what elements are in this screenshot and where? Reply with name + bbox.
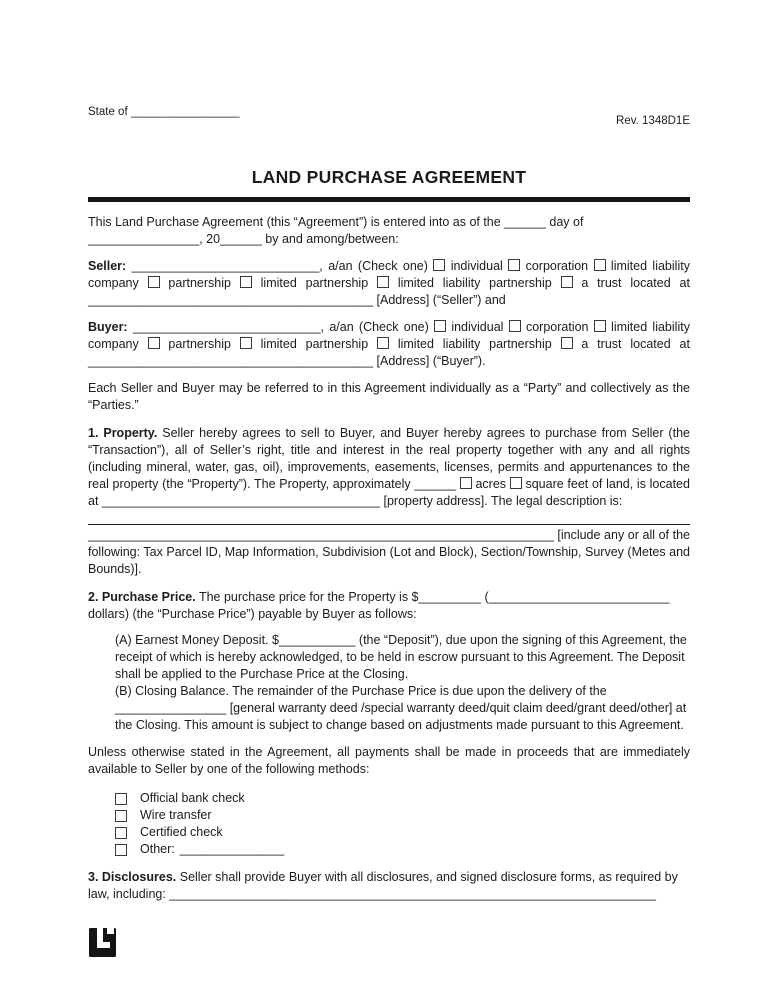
seller-address-blank[interactable]: _________________________________________ [88,293,374,307]
payment-method-label-certified-check: Certified check [140,825,223,839]
buyer-name-blank[interactable]: ___________________________, [132,320,325,334]
page-title: LAND PURCHASE AGREEMENT [251,167,527,187]
state-of-line [88,105,240,120]
section1-heading: 1. Property. [88,426,158,440]
buyer-checkbox-limited-liability-company[interactable] [594,320,606,332]
state-of-label: State of [88,106,128,118]
payment-method-label-official-bank-check: Official bank check [140,791,245,805]
checkbox-other[interactable] [115,844,127,856]
buyer-checkbox-a-trust[interactable] [561,337,573,349]
buyer-option-a-trust: a trust [581,337,622,351]
intro-paragraph: This Land Purchase Agreement (this “Agreement”) is entered into as of the ______ day of ________________, 20______ by and among/between: [88,215,584,246]
section2-heading: 2. Purchase Price. [88,590,196,604]
buyer-option-partnership: partnership [168,337,231,351]
payment-method-label-other: Other: [140,842,175,856]
checkbox-certified-check[interactable] [115,827,127,839]
buyer-paragraph [88,319,690,370]
payment-method-row-other [115,841,690,858]
buyer-option-limited-liability-company: limited liability company [88,320,690,351]
payment-method-row-official-bank-check [115,790,690,807]
seller-located-at-text: located at [630,276,690,290]
buyer-checkbox-partnership[interactable] [148,337,160,349]
seller-option-individual: individual [450,259,503,273]
legal-description-paragraph [88,527,690,578]
revision-number: Rev. 1348D1E [616,115,690,127]
parties-paragraph: Each Seller and Buyer may be referred to in this Agreement individually as a “Party” and collectively as the “Parties.” [88,381,690,412]
state-of-blank[interactable]: _________________ [130,106,240,118]
seller-label: Seller: [88,259,127,273]
buyer-located-at-text: located at [630,337,690,351]
seller-checkbox-a-trust[interactable] [561,276,573,288]
title-divider [88,197,690,202]
buyer-option-limited-partnership: limited partnership [260,337,369,351]
square-feet-label: square feet of land, is located at [88,477,690,508]
seller-checkbox-individual[interactable] [433,259,445,271]
seller-address-suffix: [Address] (“Seller”) and [376,293,506,307]
seller-option-corporation: corporation [525,259,589,273]
seller-name-blank[interactable]: ___________________________, [131,259,323,273]
buyer-checkbox-individual[interactable] [434,320,446,332]
payment-methods-intro-paragraph: Unless otherwise stated in the Agreement, all payments shall be made in proceeds that are immediately available to Seller by one of the following methods: [88,745,690,776]
checkbox-wire-transfer[interactable] [115,810,127,822]
closing-balance-paragraph: (B) Closing Balance. The remainder of the Purchase Price is due upon the delivery of the ________________ [general warranty deed /special warranty deed/quit claim deed/grant deed/other] at the Closing. This amount is subject to change based on adjustments made pursuant to this Agreement. [115,684,687,732]
payment-method-row-wire-transfer [115,807,690,824]
checkbox-acres[interactable] [460,477,472,489]
acres-label: acres [475,477,507,491]
seller-checkbox-corporation[interactable] [508,259,520,271]
buyer-checkbox-limited-partnership[interactable] [240,337,252,349]
earnest-money-deposit-paragraph: (A) Earnest Money Deposit. $___________ (the “Deposit”), due upon the signing of this Agreement, the receipt of which is hereby acknowledged, to be held in escrow pursuant to this Agreement. The Deposit shall be applied to the Purchase Price at the Closing. [115,633,687,681]
section1-body-b: [property address]. The legal description is: [383,494,623,508]
page-header [88,105,690,129]
section2-purchase-price-paragraph [88,589,690,623]
checkbox-square-feet[interactable] [510,477,522,489]
section1-property-paragraph [88,425,690,510]
property-address-blank[interactable]: ________________________________________ [101,494,380,508]
seller-option-a-trust: a trust [581,276,622,290]
buyer-address-suffix: [Address] (“Buyer”). [376,354,486,368]
buyer-checkbox-corporation[interactable] [509,320,521,332]
checkbox-official-bank-check[interactable] [115,793,127,805]
seller-option-limited-partnership: limited partnership [260,276,369,290]
seller-checkbox-partnership[interactable] [148,276,160,288]
buyer-option-corporation: corporation [525,320,589,334]
payment-method-row-certified-check [115,824,690,841]
buyer-address-blank[interactable]: _________________________________________ [88,354,374,368]
buyer-option-individual: individual [451,320,504,334]
seller-option-partnership: partnership [168,276,231,290]
purchase-price-terms-block [88,632,690,734]
buyer-check-one-text: a/an (Check one) [329,320,429,334]
section3-heading: 3. Disclosures. [88,870,177,884]
payment-method-list [88,790,690,858]
payment-method-other-blank[interactable]: _______________ [179,842,285,856]
section2-body: The purchase price for the Property is $_________ (__________________________ dollars) (the “Purchase Price”) payable by Buyer as follows: [88,590,670,621]
seller-paragraph [88,258,690,309]
disclosures-blank[interactable]: ______________________________________________________________________ [169,887,656,901]
seller-checkbox-limited-liability-company[interactable] [594,259,606,271]
legal-description-blank-line-1[interactable] [88,510,690,525]
legal-description-note: [include any or all of the following: Tax Parcel ID, Map Information, Subdivision (Lot and Block), Section/Township, Survey (Metes and Bounds)]. [88,528,690,576]
buyer-checkbox-limited-liability-partnership[interactable] [377,337,389,349]
legal-description-blank-line-2[interactable]: ___________________________________________________________________ [88,528,554,542]
section1-body-a: Seller hereby agrees to sell to Buyer, and Buyer hereby agrees to purchase from Seller (the “Transaction”), all of Seller’s right, title and interest in the real property together with any and all rights (including mineral, water, gas, oil), improvements, easements, licenses, permits and appurtenances to the real property (the “Property”). The Property, approximately ______ [88,426,690,491]
seller-option-limited-liability-company: limited liability company [88,259,690,290]
buyer-label: Buyer: [88,320,128,334]
section3-disclosures-paragraph [88,869,690,903]
seller-option-limited-liability-partnership: limited liability partnership [397,276,552,290]
seller-checkbox-limited-liability-partnership[interactable] [377,276,389,288]
payment-method-label-wire-transfer: Wire transfer [140,808,212,822]
seller-checkbox-limited-partnership[interactable] [240,276,252,288]
seller-check-one-text: a/an (Check one) [328,259,428,273]
buyer-option-limited-liability-partnership: limited liability partnership [397,337,552,351]
legal-templates-logo-icon [88,926,118,958]
section3-body: Seller shall provide Buyer with all disclosures, and signed disclosure forms, as required by law, including: [88,870,678,901]
